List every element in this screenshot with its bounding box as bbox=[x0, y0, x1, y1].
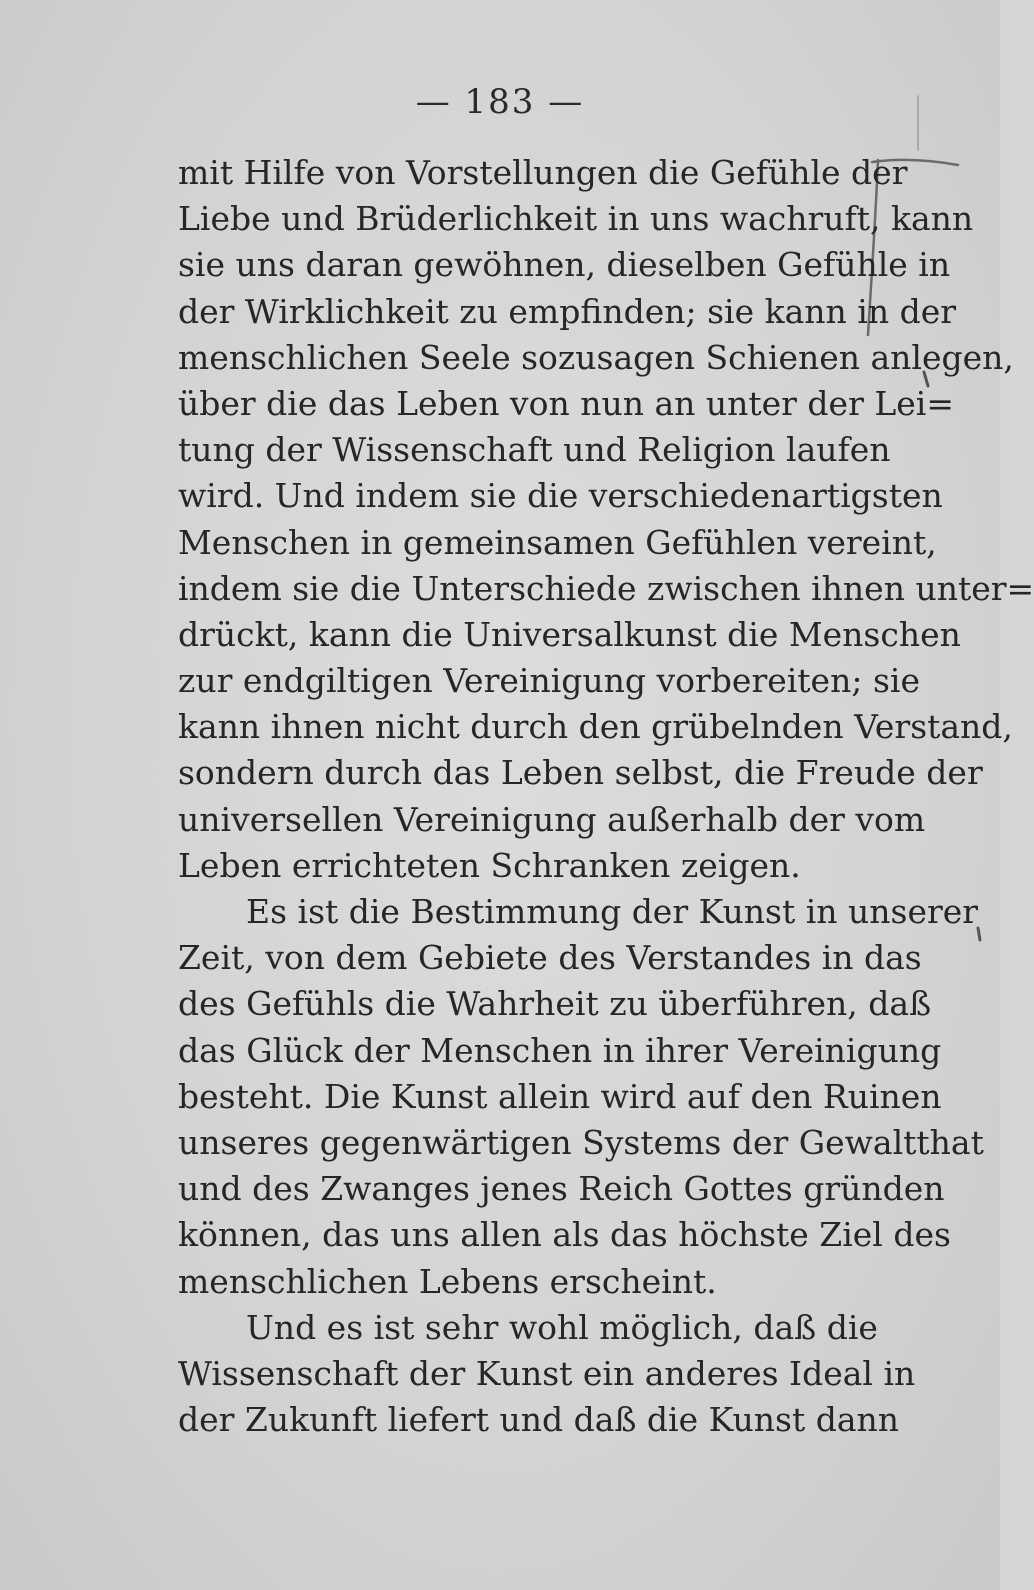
text-line: können, das uns allen als das höchste Ziel des bbox=[178, 1215, 951, 1255]
text-line: menschlichen Lebens erscheint. bbox=[178, 1261, 717, 1301]
text-line: menschlichen Seele sozusagen Schienen anlegen, bbox=[178, 337, 1014, 377]
text-line: unseres gegenwärtigen Systems der Gewaltthat bbox=[178, 1122, 984, 1162]
text-line: über die das Leben von nun an unter der Lei= bbox=[178, 383, 954, 423]
body-text bbox=[178, 150, 1034, 1443]
text-line: des Gefühls die Wahrheit zu überführen, daß bbox=[178, 984, 932, 1024]
text-line: Liebe und Brüderlichkeit in uns wachruft, kann bbox=[178, 199, 974, 239]
text-line: zur endgiltigen Vereinigung vorbereiten; sie bbox=[178, 661, 920, 701]
text-line: mit Hilfe von Vorstellungen die Gefühle der bbox=[178, 153, 908, 192]
text-line: sondern durch das Leben selbst, die Freude der bbox=[178, 753, 983, 793]
text-line: Leben errichteten Schranken zeigen. bbox=[178, 845, 801, 885]
paragraph-first-line: Und es ist sehr wohl möglich, daß die bbox=[246, 1307, 878, 1347]
text-line: sie uns daran gewöhnen, dieselben Gefühle in bbox=[178, 245, 951, 285]
text-line: der Wirklichkeit zu empfinden; sie kann in der bbox=[178, 291, 957, 331]
text-line: das Glück der Menschen in ihrer Vereinigung bbox=[178, 1030, 942, 1070]
text-line: indem sie die Unterschiede zwischen ihnen unter= bbox=[178, 568, 1034, 608]
text-line: Wissenschaft der Kunst ein anderes Ideal in bbox=[178, 1353, 916, 1393]
text-line: besteht. Die Kunst allein wird auf den Ruinen bbox=[178, 1076, 942, 1116]
text-line: Menschen in gemeinsamen Gefühlen vereint, bbox=[178, 522, 937, 562]
paragraph-first-line: Es ist die Bestimmung der Kunst in unserer bbox=[246, 892, 979, 931]
text-line: universellen Vereinigung außerhalb der vom bbox=[178, 799, 926, 839]
page-number: — 183 — bbox=[415, 82, 585, 122]
text-line: drückt, kann die Universalkunst die Menschen bbox=[178, 614, 961, 654]
text-line: der Zukunft liefert und daß die Kunst dann bbox=[178, 1400, 900, 1440]
text-line: tung der Wissenschaft und Religion laufen bbox=[178, 430, 891, 470]
text-line: und des Zwanges jenes Reich Gottes gründen bbox=[178, 1169, 945, 1209]
text-line: kann ihnen nicht durch den grübelnden Verstand, bbox=[178, 707, 1013, 747]
text-line: wird. Und indem sie die verschiedenartigsten bbox=[178, 476, 943, 516]
text-line: Zeit, von dem Gebiete des Verstandes in das bbox=[178, 938, 922, 978]
